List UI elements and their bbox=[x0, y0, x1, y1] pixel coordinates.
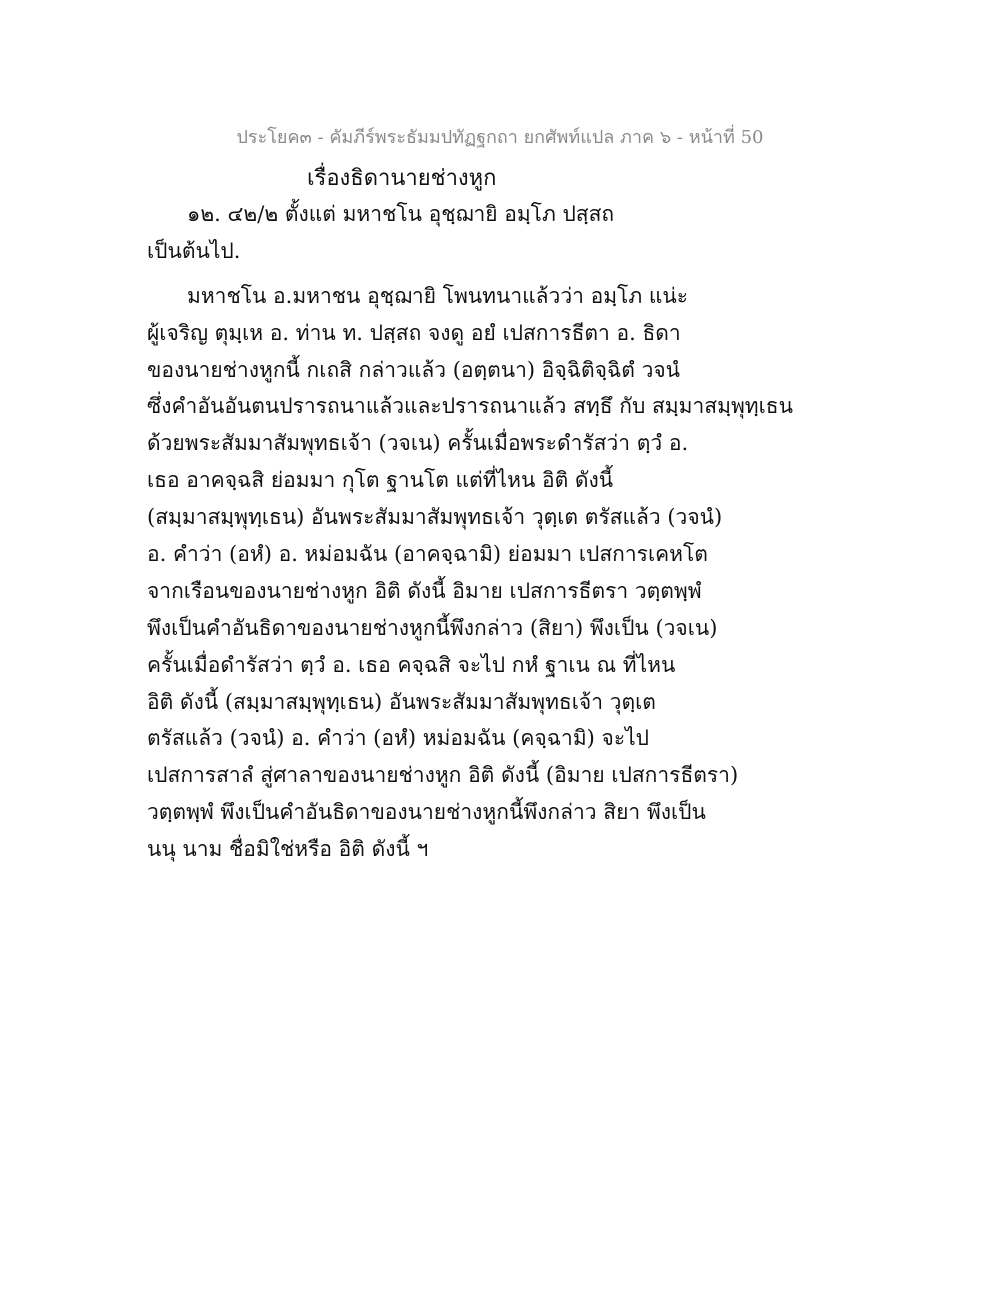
body-text bbox=[147, 196, 793, 868]
text-line: ครั้นเมื่อดำรัสว่า ตฺวํ อ. เธอ คจฺฉสิ จะไป กหํ ฐาเน ณ ที่ไหน bbox=[147, 652, 676, 677]
text-line: จากเรือนของนายช่างหูก อิติ ดังนี้ อิมาย เปสการธีตรา วตฺตพฺพํ bbox=[147, 578, 702, 603]
story-title: เรื่องธิดานายช่างหูก bbox=[307, 166, 497, 191]
text-line: ซึ่งคำอันอันตนปรารถนาแล้วและปรารถนาแล้ว สทฺธึ กับ สมฺมาสมฺพุทฺเธน bbox=[147, 394, 793, 419]
text-line: อิติ ดังนี้ (สมฺมาสมฺพุทฺเธน) อันพระสัมมาสัมพุทธเจ้า วุตฺเต bbox=[147, 689, 656, 714]
text-line: เป็นต้นไป. bbox=[147, 238, 241, 263]
text-line: นนุ นาม ชื่อมิใช่หรือ อิติ ดังนี้ ฯ bbox=[147, 837, 429, 862]
text-line: อ. คำว่า (อหํ) อ. หม่อมฉัน (อาคจฺฉามิ) ย่อมมา เปสการเคหโต bbox=[147, 542, 708, 567]
text-line: ตรัสแล้ว (วจนํ) อ. คำว่า (อหํ) หม่อมฉัน (คจฺฉามิ) จะไป bbox=[147, 726, 650, 751]
text-line: ๑๒. ๔๒/๒ ตั้งแต่ มหาชโน อุชฺฌายิ อมฺโภ ปสฺสถ bbox=[187, 202, 615, 226]
text-line: มหาชโน อ.มหาชน อุชฺฌายิ โพนทนาแล้วว่า อมฺโภ แน่ะ bbox=[187, 283, 689, 308]
text-line: (สมฺมาสมฺพุทฺเธน) อันพระสัมมาสัมพุทธเจ้า วุตฺเต ตรัสแล้ว (วจนํ) bbox=[147, 505, 723, 530]
text-line: ผู้เจริญ ตุมฺเห อ. ท่าน ท. ปสฺสถ จงดู อยํ เปสการธีตา อ. ธิดา bbox=[147, 320, 681, 345]
text-line: ของนายช่างหูกนี้ กเถสิ กล่าวแล้ว (อตฺตนา) อิจฺฉิติจฺฉิตํ วจนํ bbox=[147, 357, 681, 382]
running-header: ประโยค๓ - คัมภีร์พระธัมมปทัฏฐกถา ยกศัพท์แปล ภาค ๖ - หน้าที่ 50 bbox=[236, 127, 764, 148]
text-line: พึงเป็นคำอันธิดาของนายช่างหูกนี้พึงกล่าว (สิยา) พึงเป็น (วจเน) bbox=[147, 615, 718, 640]
text-line: เธอ อาคจฺฉสิ ย่อมมา กุโต ฐานโต แต่ที่ไหน อิติ ดังนี้ bbox=[147, 468, 614, 493]
text-line: วตฺตพฺพํ พึงเป็นคำอันธิดาของนายช่างหูกนี้พึงกล่าว สิยา พึงเป็น bbox=[147, 800, 706, 825]
text-line: เปสการสาลํ สู่ศาลาของนายช่างหูก อิติ ดังนี้ (อิมาย เปสการธีตรา) bbox=[147, 763, 739, 788]
text-line: ด้วยพระสัมมาสัมพุทธเจ้า (วจเน) ครั้นเมื่อพระดำรัสว่า ตฺวํ อ. bbox=[147, 431, 689, 456]
